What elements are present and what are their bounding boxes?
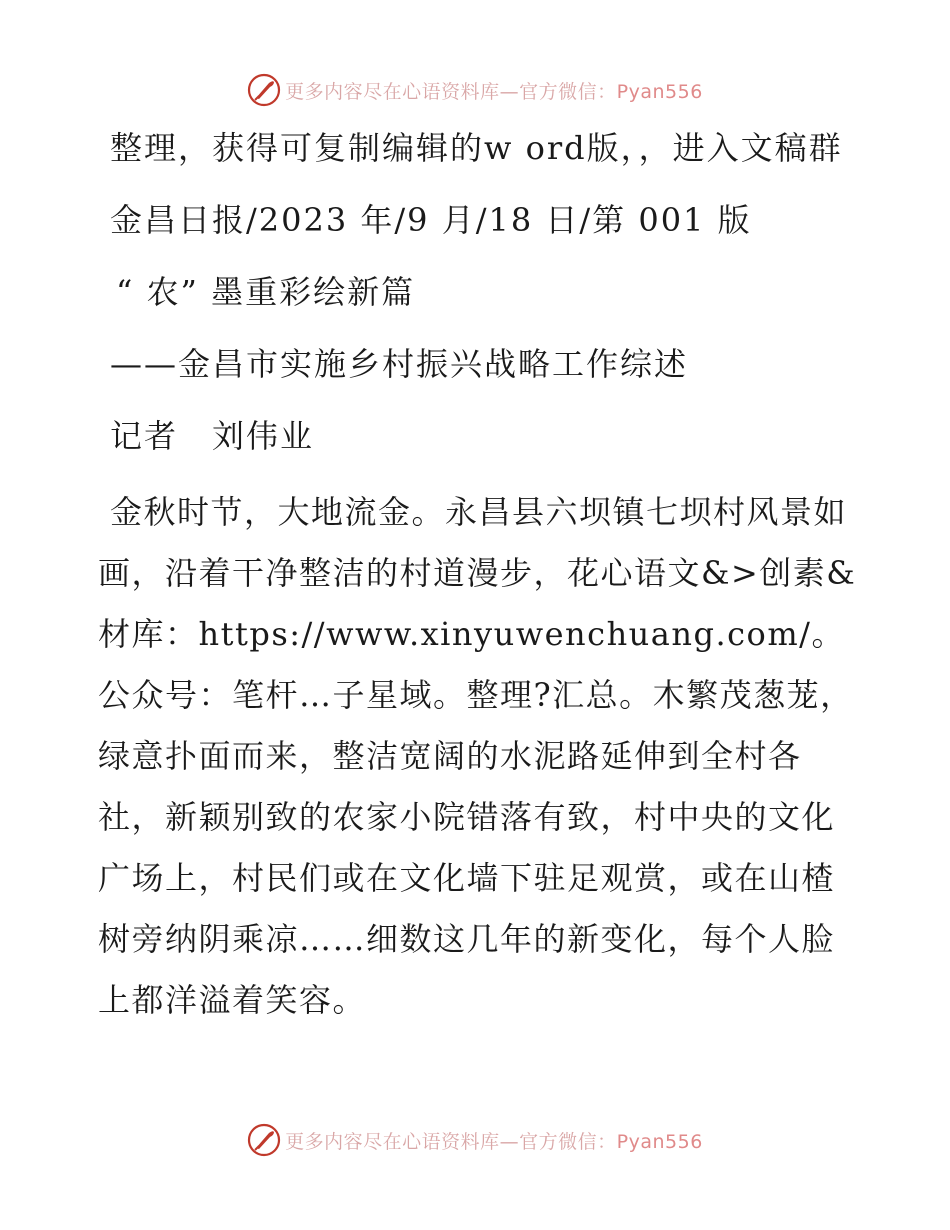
- watermark-wechat-id: Pyan556: [616, 80, 703, 103]
- watermark-header: [0, 70, 950, 110]
- quill-logo-icon: [247, 73, 281, 107]
- subheadline: ——金昌市实施乡村振兴战略工作综述: [110, 345, 689, 383]
- source-line: 金昌日报/2023 年/9 月/18 日/第 001 版: [110, 201, 752, 239]
- quill-logo-icon: [247, 1123, 281, 1157]
- body-paragraph: 金秋时节，大地流金。永昌县六坝镇七坝村风景如画，沿着干净整洁的村道漫步，花心语文&>创素&材库：https://www.xinyuwenchuang.com/。公众号：笔杆…子星域。整理?汇总。木繁茂葱茏，绿意扑面而来，整洁宽阔的水泥路延伸到全村各社，新颖别致的农家小院错落有致，村中央的文化广场上，村民们或在文化墙下驻足观赏，或在山楂树旁纳阴乘凉……细数这几年的新变化，每个人脸上都洋溢着笑容。: [98, 493, 857, 1019]
- byline: 记者 刘伟业: [110, 417, 315, 455]
- document-content: [98, 122, 858, 1031]
- watermark-footer: [0, 1120, 950, 1160]
- watermark-wechat-id: Pyan556: [616, 1130, 703, 1153]
- watermark-text: 更多内容尽在心语资料库—官方微信：Pyan556: [285, 80, 703, 103]
- watermark-text: 更多内容尽在心语资料库—官方微信：Pyan556: [285, 1130, 703, 1153]
- intro-line: 整理，获得可复制编辑的w ord版，，进入文稿群: [110, 129, 843, 167]
- headline: “ 农” 墨重彩绘新篇: [116, 273, 416, 311]
